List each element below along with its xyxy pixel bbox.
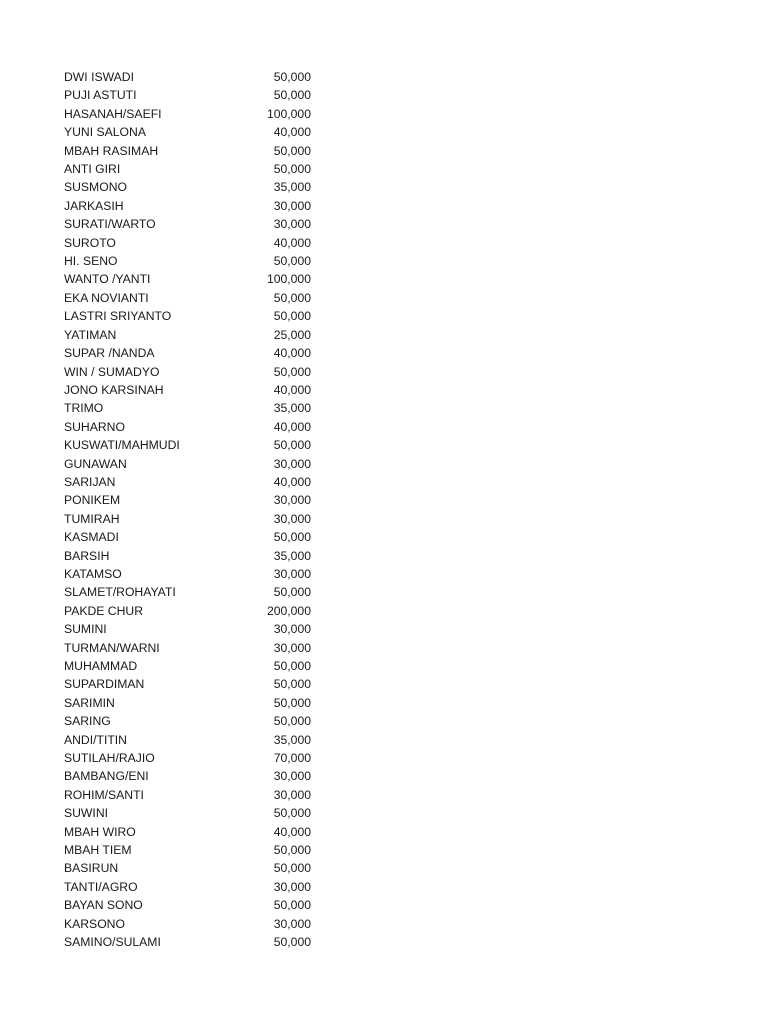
list-item	[64, 436, 314, 454]
donor-name: TURMAN/WARNI	[64, 640, 160, 655]
donor-name: TUMIRAH	[64, 511, 120, 526]
donor-name: GUNAWAN	[64, 456, 127, 471]
donor-name: PUJI ASTUTI	[64, 88, 137, 103]
donor-name: SARIJAN	[64, 474, 116, 489]
donor-name: SUTILAH/RAJIO	[64, 751, 155, 766]
donation-amount: 50,000	[273, 806, 311, 821]
list-item	[64, 307, 314, 325]
list-item	[64, 841, 314, 859]
list-item	[64, 399, 314, 417]
list-item	[64, 86, 314, 104]
list-item	[64, 215, 314, 233]
list-item	[64, 620, 314, 638]
donor-name: SUMINI	[64, 622, 107, 637]
donation-amount: 100,000	[266, 106, 311, 121]
donation-amount: 50,000	[273, 162, 311, 177]
donor-name: PAKDE CHUR	[64, 603, 144, 618]
list-item	[64, 804, 314, 822]
donor-name: HASANAH/SAEFI	[64, 106, 162, 121]
donor-name: SUSMONO	[64, 180, 127, 195]
donor-name: SURATI/WARTO	[64, 217, 156, 232]
donor-name: ANTI GIRI	[64, 162, 121, 177]
donation-amount: 50,000	[273, 88, 311, 103]
donor-name: ANDI/TITIN	[64, 732, 127, 747]
donation-amount: 30,000	[273, 511, 311, 526]
list-item	[64, 657, 314, 675]
list-item	[64, 363, 314, 381]
donor-name: TANTI/AGRO	[64, 879, 138, 894]
list-item	[64, 381, 314, 399]
donation-amount: 35,000	[273, 401, 311, 416]
list-item	[64, 326, 314, 344]
donation-amount: 50,000	[273, 290, 311, 305]
donation-amount: 50,000	[273, 309, 311, 324]
donor-name: JONO KARSINAH	[64, 382, 164, 397]
donation-amount: 50,000	[273, 254, 311, 269]
donor-name: MUHAMMAD	[64, 659, 138, 673]
donation-amount: 100,000	[266, 272, 311, 287]
donation-amount: 30,000	[273, 566, 311, 581]
donor-name: MBAH RASIMAH	[64, 143, 159, 158]
donation-amount: 50,000	[273, 714, 311, 729]
list-item	[64, 68, 314, 86]
donation-amount: 30,000	[273, 769, 311, 784]
donation-amount: 40,000	[273, 346, 311, 361]
donation-amount: 35,000	[273, 180, 311, 195]
donation-amount: 30,000	[273, 916, 311, 931]
donation-amount: 50,000	[273, 898, 311, 913]
donor-name: SLAMET/ROHAYATI	[64, 585, 176, 600]
donor-name: SUROTO	[64, 235, 116, 250]
donation-amount: 40,000	[273, 125, 311, 140]
donor-name: TRIMO	[64, 401, 104, 416]
list-item	[64, 528, 314, 546]
list-item	[64, 160, 314, 178]
list-item	[64, 749, 314, 767]
donation-amount: 50,000	[273, 70, 311, 84]
donor-name: YUNI SALONA	[64, 125, 146, 140]
donor-name: JARKASIH	[64, 198, 124, 213]
donation-amount: 50,000	[273, 143, 311, 158]
donation-amount: 50,000	[273, 695, 311, 710]
donation-amount: 30,000	[273, 640, 311, 655]
donation-list	[64, 68, 314, 952]
list-item	[64, 234, 314, 252]
list-item	[64, 896, 314, 914]
list-item	[64, 639, 314, 657]
list-item	[64, 602, 314, 620]
donation-amount: 40,000	[273, 824, 311, 839]
donation-amount: 40,000	[273, 235, 311, 250]
donor-name: BAMBANG/ENI	[64, 769, 149, 784]
list-item	[64, 823, 314, 841]
list-item	[64, 786, 314, 804]
list-item	[64, 142, 314, 160]
donation-amount: 30,000	[273, 879, 311, 894]
donation-amount: 50,000	[273, 364, 311, 379]
donation-amount: 50,000	[273, 530, 311, 545]
donor-name: KARSONO	[64, 916, 125, 931]
list-item	[64, 289, 314, 307]
donor-name: BASIRUN	[64, 861, 119, 876]
donation-amount: 50,000	[273, 861, 311, 876]
donation-amount: 70,000	[273, 751, 311, 766]
list-item	[64, 859, 314, 877]
donor-name: SARING	[64, 714, 111, 729]
list-item	[64, 197, 314, 215]
donation-amount: 40,000	[273, 419, 311, 434]
donation-amount: 50,000	[273, 935, 311, 950]
donation-amount: 30,000	[273, 217, 311, 232]
list-item	[64, 731, 314, 749]
donor-name: KASMADI	[64, 530, 119, 545]
donor-name: SUPAR /NANDA	[64, 346, 155, 361]
list-item	[64, 105, 314, 123]
list-item	[64, 344, 314, 362]
donor-name: MBAH TIEM	[64, 843, 132, 858]
donation-amount: 50,000	[273, 843, 311, 858]
donor-name: WANTO /YANTI	[64, 272, 151, 287]
donation-amount: 35,000	[273, 732, 311, 747]
list-item	[64, 933, 314, 951]
donor-name: SUPARDIMAN	[64, 677, 145, 692]
donor-name: SARIMIN	[64, 695, 115, 710]
list-item	[64, 252, 314, 270]
list-item	[64, 510, 314, 528]
donor-name: DWI ISWADI	[64, 70, 134, 84]
list-item	[64, 455, 314, 473]
donation-amount: 50,000	[273, 438, 311, 453]
donation-amount: 30,000	[273, 456, 311, 471]
donor-name: PONIKEM	[64, 493, 121, 508]
donation-amount: 30,000	[273, 787, 311, 802]
list-item	[64, 418, 314, 436]
donor-name: WIN / SUMADYO	[64, 364, 160, 379]
list-item	[64, 565, 314, 583]
donor-name: KATAMSO	[64, 566, 122, 581]
list-item	[64, 915, 314, 933]
list-item	[64, 583, 314, 601]
donor-name: YATIMAN	[64, 327, 117, 342]
donor-name: BAYAN SONO	[64, 898, 143, 913]
list-item	[64, 878, 314, 896]
donation-amount: 30,000	[273, 493, 311, 508]
donor-name: KUSWATI/MAHMUDI	[64, 438, 180, 453]
donation-amount: 50,000	[273, 677, 311, 692]
list-item	[64, 270, 314, 288]
list-item	[64, 694, 314, 712]
donor-name: EKA NOVIANTI	[64, 290, 149, 305]
donor-name: SAMINO/SULAMI	[64, 935, 161, 950]
list-item	[64, 178, 314, 196]
donation-amount: 25,000	[273, 327, 311, 342]
list-item	[64, 712, 314, 730]
list-item	[64, 767, 314, 785]
list-item	[64, 473, 314, 491]
donation-amount: 200,000	[266, 603, 311, 618]
donor-name: LASTRI SRIYANTO	[64, 309, 172, 324]
list-item	[64, 491, 314, 509]
donation-amount: 40,000	[273, 474, 311, 489]
list-item	[64, 547, 314, 565]
donation-amount: 30,000	[273, 198, 311, 213]
donor-name: MBAH WIRO	[64, 824, 136, 839]
donor-name: HI. SENO	[64, 254, 118, 269]
donor-name: SUHARNO	[64, 419, 125, 434]
donation-amount: 40,000	[273, 382, 311, 397]
donation-amount: 30,000	[273, 622, 311, 637]
list-item	[64, 123, 314, 141]
donor-name: ROHIM/SANTI	[64, 787, 144, 802]
donor-name: SUWINI	[64, 806, 109, 821]
donation-amount: 50,000	[273, 659, 311, 673]
donation-amount: 50,000	[273, 585, 311, 600]
donation-amount: 35,000	[273, 548, 311, 563]
list-item	[64, 675, 314, 693]
donor-name: BARSIH	[64, 548, 110, 563]
